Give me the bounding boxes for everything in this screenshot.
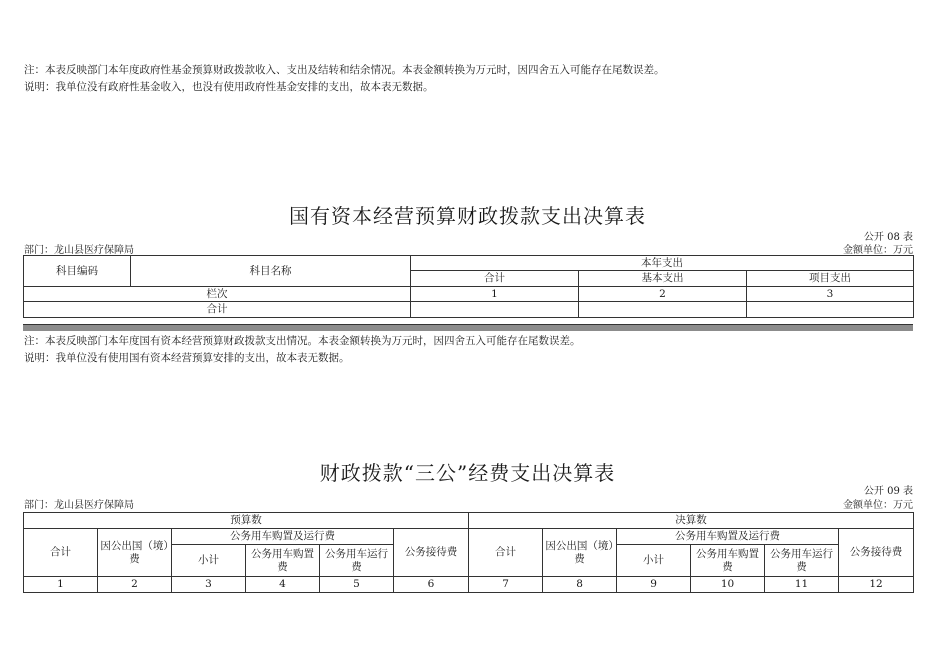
table08-note: 注：本表反映部门本年度国有资本经营预算财政拨款支出情况。本表金额转换为万元时，因四舍五入可能存在尾数误差。 xyxy=(24,335,581,347)
table08-department: 部门：龙山县医疗保障局 xyxy=(24,245,134,256)
final-abroad-header: 因公出国（境）费 xyxy=(543,529,617,577)
table09 xyxy=(23,512,914,593)
fund-table-explanation: 说明：我单位没有政府性基金收入，也没有使用政府性基金安排的支出，故本表无数据。 xyxy=(24,81,434,93)
table08-bottom-bar xyxy=(23,324,913,331)
header-subject-code: 科目编码 xyxy=(24,256,131,287)
budget-operation-header: 公务用车运行费 xyxy=(320,545,394,577)
final-reception-header: 公务接待费 xyxy=(839,529,914,577)
table08-code: 公开 08 表 xyxy=(863,232,913,243)
header-basic: 基本支出 xyxy=(579,271,747,287)
table08-title: 国有资本经营预算财政拨款支出决算表 xyxy=(289,204,646,228)
table08-explanation: 说明：我单位没有使用国有资本经营预算安排的支出，故本表无数据。 xyxy=(24,352,350,364)
table08 xyxy=(23,255,914,318)
final-purchase-header: 公务用车购置费 xyxy=(691,545,765,577)
budget-purchase-header: 公务用车购置费 xyxy=(246,545,320,577)
header-current-year: 本年支出 xyxy=(411,256,914,271)
row-index-c3: 3 xyxy=(747,287,914,302)
budget-abroad-header: 因公出国（境）费 xyxy=(98,529,172,577)
row-total-c2 xyxy=(579,302,747,318)
index-cell: 1 xyxy=(24,577,98,593)
index-cell: 11 xyxy=(765,577,839,593)
header-project: 项目支出 xyxy=(747,271,914,287)
final-total-header: 合计 xyxy=(469,529,543,577)
table09-department: 部门：龙山县医疗保障局 xyxy=(24,500,134,511)
index-cell: 9 xyxy=(617,577,691,593)
index-cell: 2 xyxy=(98,577,172,593)
index-cell: 6 xyxy=(394,577,469,593)
final-operation-header: 公务用车运行费 xyxy=(765,545,839,577)
table09-code: 公开 09 表 xyxy=(863,486,913,497)
final-subtotal-header: 小计 xyxy=(617,545,691,577)
index-cell: 4 xyxy=(246,577,320,593)
fund-table-note: 注：本表反映部门本年度政府性基金预算财政拨款收入、支出及结转和结余情况。本表金额转换为万元时，因四舍五入可能存在尾数误差。 xyxy=(24,64,665,76)
row-index-label: 栏次 xyxy=(24,287,411,302)
header-subject-name: 科目名称 xyxy=(131,256,411,287)
budget-reception-header: 公务接待费 xyxy=(394,529,469,577)
index-cell: 12 xyxy=(839,577,914,593)
index-cell: 3 xyxy=(172,577,246,593)
table09-title: 财政拨款“三公”经费支出决算表 xyxy=(319,461,616,485)
budget-vehicle-header: 公务用车购置及运行费 xyxy=(172,529,394,545)
final-vehicle-header: 公务用车购置及运行费 xyxy=(617,529,839,545)
index-cell: 8 xyxy=(543,577,617,593)
table09-unit: 金额单位：万元 xyxy=(843,500,913,511)
row-total-label: 合计 xyxy=(24,302,411,318)
row-total-c3 xyxy=(747,302,914,318)
table08-unit: 金额单位：万元 xyxy=(843,245,913,256)
index-cell: 7 xyxy=(469,577,543,593)
header-final: 决算数 xyxy=(469,513,914,529)
row-index-c1: 1 xyxy=(411,287,579,302)
budget-total-header: 合计 xyxy=(24,529,98,577)
row-index-c2: 2 xyxy=(579,287,747,302)
header-budget: 预算数 xyxy=(24,513,469,529)
header-total: 合计 xyxy=(411,271,579,287)
index-cell: 10 xyxy=(691,577,765,593)
budget-subtotal-header: 小计 xyxy=(172,545,246,577)
row-total-c1 xyxy=(411,302,579,318)
index-cell: 5 xyxy=(320,577,394,593)
